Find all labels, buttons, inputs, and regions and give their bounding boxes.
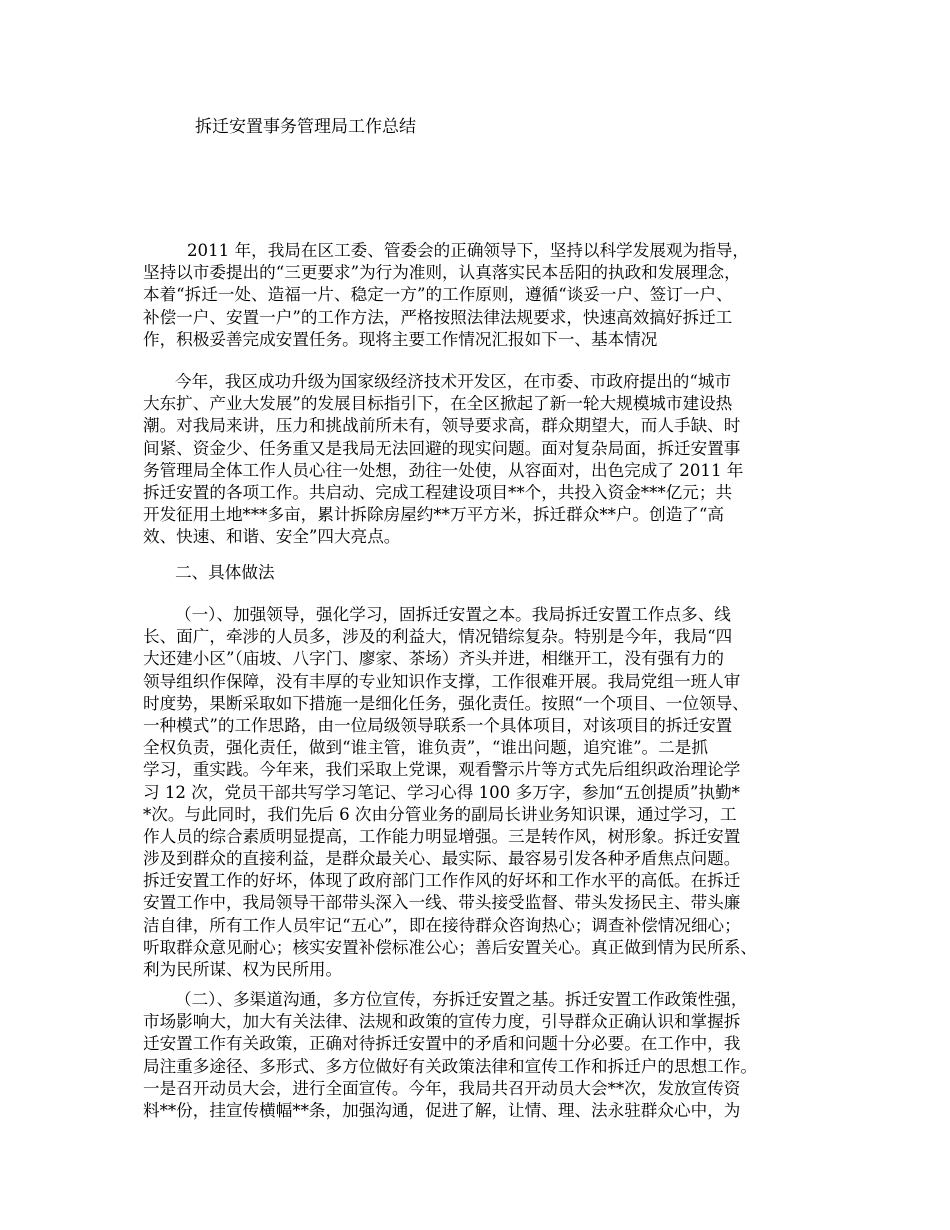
text-line: 迁安置工作有关政策，正确对待拆迁安置中的矛盾和问题十分必要。在工作中，我 [143, 1034, 741, 1054]
section-heading: 二、具体做法 [175, 563, 275, 582]
text-line: （二）、多渠道沟通，多方位宣传，夯拆迁安置之基。拆迁安置工作政策性强， [175, 990, 748, 1009]
paragraph-basic-situation [143, 371, 825, 549]
text-line: 学习，重实践。今年来，我们采取上党课，观看警示片等方式先后组织政治理论学 [143, 760, 741, 780]
text-line: 习 12 次，党员干部共写学习笔记、学习心得 100 多万字，参加“五创提质”执勤* [143, 782, 740, 802]
text-line: 2011 年，我局在区工委、管委会的正确领导下，坚持以科学发展观为指导， [187, 241, 749, 260]
text-line: 全权负责，强化责任，做到“谁主管，谁负责”，“谁出问题，追究谁”。二是抓 [143, 738, 708, 758]
text-line: 洁自律，所有工作人员牢记“五心”，即在接待群众咨询热心；调查补偿情况细心； [143, 915, 741, 935]
text-line: 作人员的综合素质明显提高，工作能力明显增强。三是转作风，树形象。拆迁安置 [143, 826, 741, 846]
document-title: 拆迁安置事务管理局工作总结 [195, 117, 416, 137]
text-line: 利为民所谋、权为民所用。 [143, 960, 343, 979]
text-line: 听取群众意见耐心；核实安置补偿标准公心；善后安置关心。真正做到情为民所系、 [143, 937, 757, 957]
text-line: 拆迁安置的各项工作。共启动、完成工程建设项目**个，共投入资金***亿元；共 [143, 482, 733, 502]
text-line: 大东扩、产业大发展”的发展目标指引下，在全区掀起了新一轮大规模城市建设热 [143, 394, 733, 414]
text-line: 作，积极妥善完成安置任务。现将主要工作情况汇报如下一、基本情况 [143, 329, 658, 349]
text-line: 本着“拆迁一处、造福一片、稳定一方”的工作原则，遵循“谈妥一户、签订一户、 [143, 285, 733, 305]
text-line: 大还建小区”（庙坡、八字门、廖家、茶场）齐头并进，相继开工，没有强有力的 [143, 649, 724, 669]
paragraph-part-one [143, 604, 825, 981]
text-line: 补偿一户、安置一户”的工作方法，严格按照法律法规要求，快速高效搞好拆迁工 [143, 307, 733, 327]
text-line: 一种模式”的工作思路，由一位局级领导联系一个具体项目，对该项目的拆迁安置 [143, 715, 733, 735]
text-line: 局注重多途径、多形式、多方位做好有关政策法律和宣传工作和拆迁户的思想工作。 [143, 1056, 757, 1076]
text-line: 时度势，果断采取如下措施一是细化任务，强化责任。按照“一个项目、一位领导、 [143, 693, 749, 713]
text-line: *次。与此同时，我们先后 6 次由分管业务的副局长讲业务知识课，通过学习，工 [143, 804, 737, 824]
text-line: 间紧、资金少、任务重又是我局无法回避的现实问题。面对复杂局面，拆迁安置事 [143, 438, 741, 458]
text-line: 务管理局全体工作人员心往一处想，劲往一处使，从容面对，出色完成了 2011 年 [143, 460, 744, 480]
text-line: 坚持以市委提出的“三更要求”为行为准则，认真落实民本岳阳的执政和发展理念， [143, 263, 741, 283]
text-line: 一是召开动员大会，进行全面宣传。今年，我局共召开动员大会**次，发放宣传资 [143, 1078, 741, 1098]
text-line: （一）、加强领导，强化学习，固拆迁安置之本。我局拆迁安置工作点多、线 [175, 605, 731, 624]
text-line: 拆迁安置工作的好坏，体现了政府部门工作作风的好坏和工作水平的高低。在拆迁 [143, 871, 741, 891]
text-line: 今年，我区成功升级为国家级经济技术开发区，在市委、市政府提出的“城市 [175, 372, 732, 391]
paragraph-part-two [143, 989, 825, 1122]
section-heading-specific-practices [143, 562, 825, 584]
text-line: 市场影响大，加大有关法律、法规和政策的宣传力度，引导群众正确认识和掌握拆 [143, 1012, 741, 1032]
text-line: 涉及到群众的直接利益，是群众最关心、最实际、最容易引发各种矛盾焦点问题。 [143, 849, 741, 869]
text-line: 潮。对我局来讲，压力和挑战前所未有，领导要求高，群众期望大，而人手缺、时 [143, 416, 741, 436]
paragraph-intro [143, 240, 825, 351]
text-line: 效、快速、和谐、安全”四大亮点。 [143, 527, 401, 547]
text-line: 开发征用土地***多亩，累计拆除房屋约**万平方米，拆迁群众**户。创造了“高 [143, 505, 724, 525]
text-line: 长、面广，牵涉的人员多，涉及的利益大，情况错综复杂。特别是今年，我局“四 [143, 627, 733, 647]
text-line: 领导组织作保障，没有丰厚的专业知识作支撑，工作很难开展。我局党组一班人审 [143, 671, 741, 691]
text-line: 安置工作中，我局领导干部带头深入一线、带头接受监督、带头发扬民主、带头廉 [143, 893, 741, 913]
text-line: 料**份，挂宣传横幅**条，加强沟通，促进了解，让情、理、法永驻群众心中，为 [143, 1100, 741, 1120]
